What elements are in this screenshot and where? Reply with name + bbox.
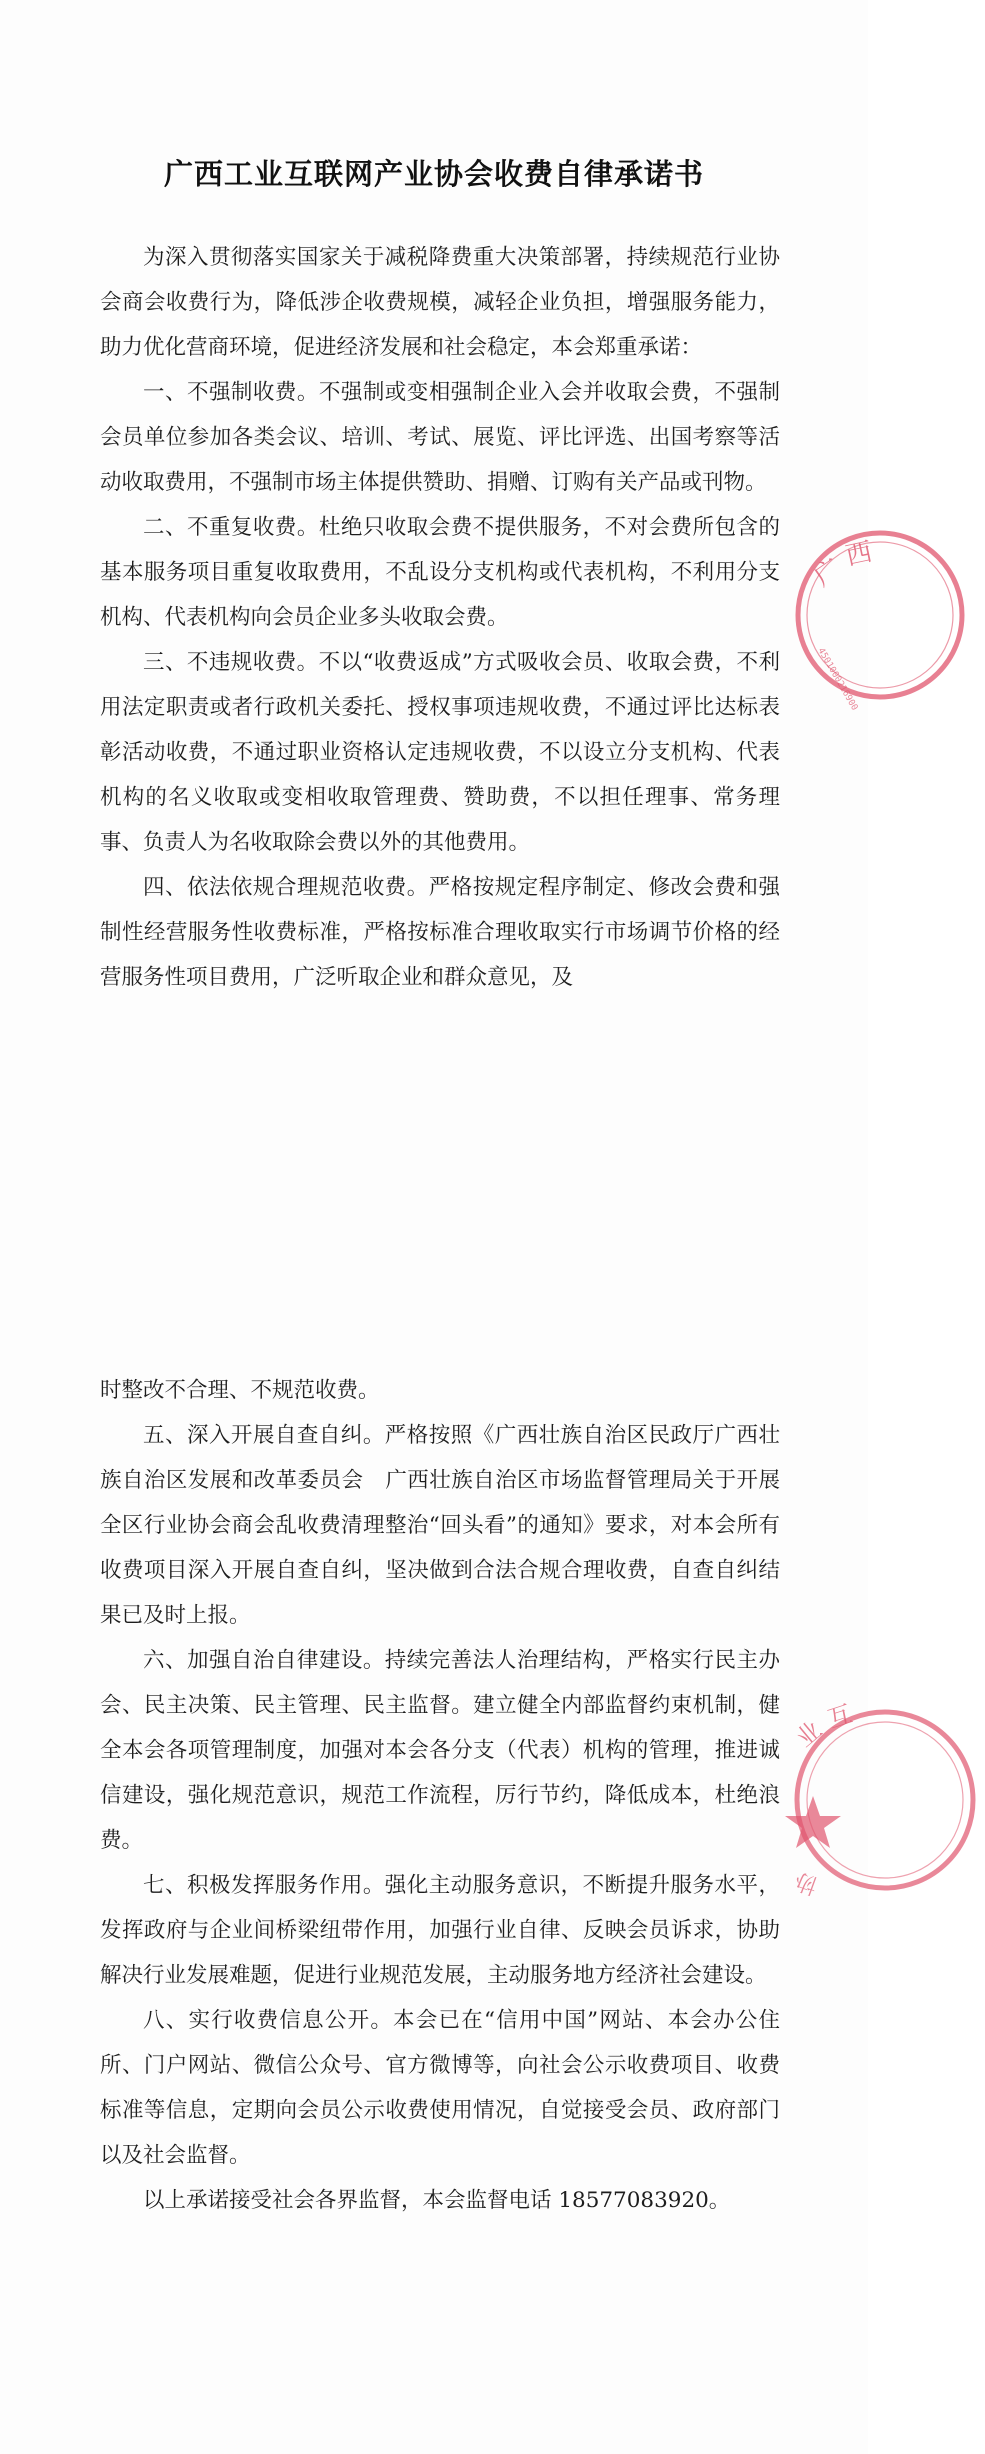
paragraph-item-1: 一、不强制收费。不强制或变相强制企业入会并收取会费，不强制会员单位参加各类会议、培训、考试、展览、评比评选、出国考察等活动收取费用，不强制市场主体提供赞助、捐赠、订购有关产品或刊物。: [100, 380, 780, 495]
svg-text:业: 业: [790, 1715, 828, 1753]
svg-text:4501000216900: 4501000216900: [815, 646, 860, 713]
paragraph-item-3: 三、不违规收费。不以“收费返成”方式吸收会员、收取会费，不利用法定职责或者行政机关委托、授权事项违规收费，不通过评比达标表彰活动收费，不通过职业资格认定违规收费，不以设立分支机构、代表机构的名义收取或变相收取管理费、赞助费，不以担任理事、常务理事、负责人为名收取除会费以外的其他费用。: [100, 650, 780, 855]
paragraph-item-6: 六、加强自治自律建设。持续完善法人治理结构，严格实行民主办会、民主决策、民主管理、民主监督。建立健全内部监督约束机制，健全本会各项管理制度，加强对本会各分支（代表）机构的管理，推进诚信建设，强化规范意识，规范工作流程，厉行节约，降低成本，杜绝浪费。: [100, 1648, 780, 1853]
paragraph-intro: 为深入贯彻落实国家关于减税降费重大决策部署，持续规范行业协会商会收费行为，降低涉企收费规模，减轻企业负担，增强服务能力，助力优化营商环境，促进经济发展和社会稳定，本会郑重承诺：: [100, 245, 780, 360]
paragraph-item-4-continued: 时整改不合理、不规范收费。: [100, 1378, 380, 1403]
paragraph-item-4: 四、依法依规合理规范收费。严格按规定程序制定、修改会费和强制性经营服务性收费标准，严格按标准合理收取实行市场调节价格的经营服务性项目费用，广泛听取企业和群众意见，及: [100, 875, 780, 990]
svg-text:西: 西: [843, 537, 875, 572]
paragraph-item-7: 七、积极发挥服务作用。强化主动服务意识，不断提升服务水平，发挥政府与企业间桥梁纽带作用，加强行业自律、反映会员诉求，协助解决行业发展难题，促进行业规范发展，主动服务地方经济社会建设。: [100, 1873, 780, 1988]
official-seal-upper: [790, 525, 970, 713]
official-seal-lower: [785, 1700, 985, 1900]
body-section-1: [100, 235, 780, 1000]
svg-text:广: 广: [808, 553, 848, 593]
svg-text:互: 互: [824, 1699, 856, 1734]
paragraph-item-5: 五、深入开展自查自纠。严格按照《广西壮族自治区民政厅广西壮族自治区发展和改革委员会 广西壮族自治区市场监督管理局关于开展全区行业协会商会乱收费清理整治“回头看”的通知》要求，对本会所有收费项目深入开展自查自纠，坚决做到合法合规合理收费，自查自纠结果已及时上报。: [100, 1423, 780, 1628]
paragraph-item-8: 八、实行收费信息公开。本会已在“信用中国”网站、本会办公住所、门户网站、微信公众号、官方微博等，向社会公示收费项目、收费标准等信息，定期向会员公示收费使用情况，自觉接受会员、政府部门以及社会监督。: [100, 2008, 780, 2168]
paragraph-item-2: 二、不重复收费。杜绝只收取会费不提供服务，不对会费所包含的基本服务项目重复收取费用，不乱设分支机构或代表机构，不利用分支机构、代表机构向会员企业多头收取会费。: [100, 515, 780, 630]
svg-text:协: 协: [791, 1866, 822, 1898]
document-title: 广西工业互联网产业协会收费自律承诺书: [163, 157, 704, 191]
body-section-2: [100, 1368, 780, 2223]
paragraph-closing: 以上承诺接受社会各界监督，本会监督电话 18577083920。: [143, 2188, 731, 2213]
